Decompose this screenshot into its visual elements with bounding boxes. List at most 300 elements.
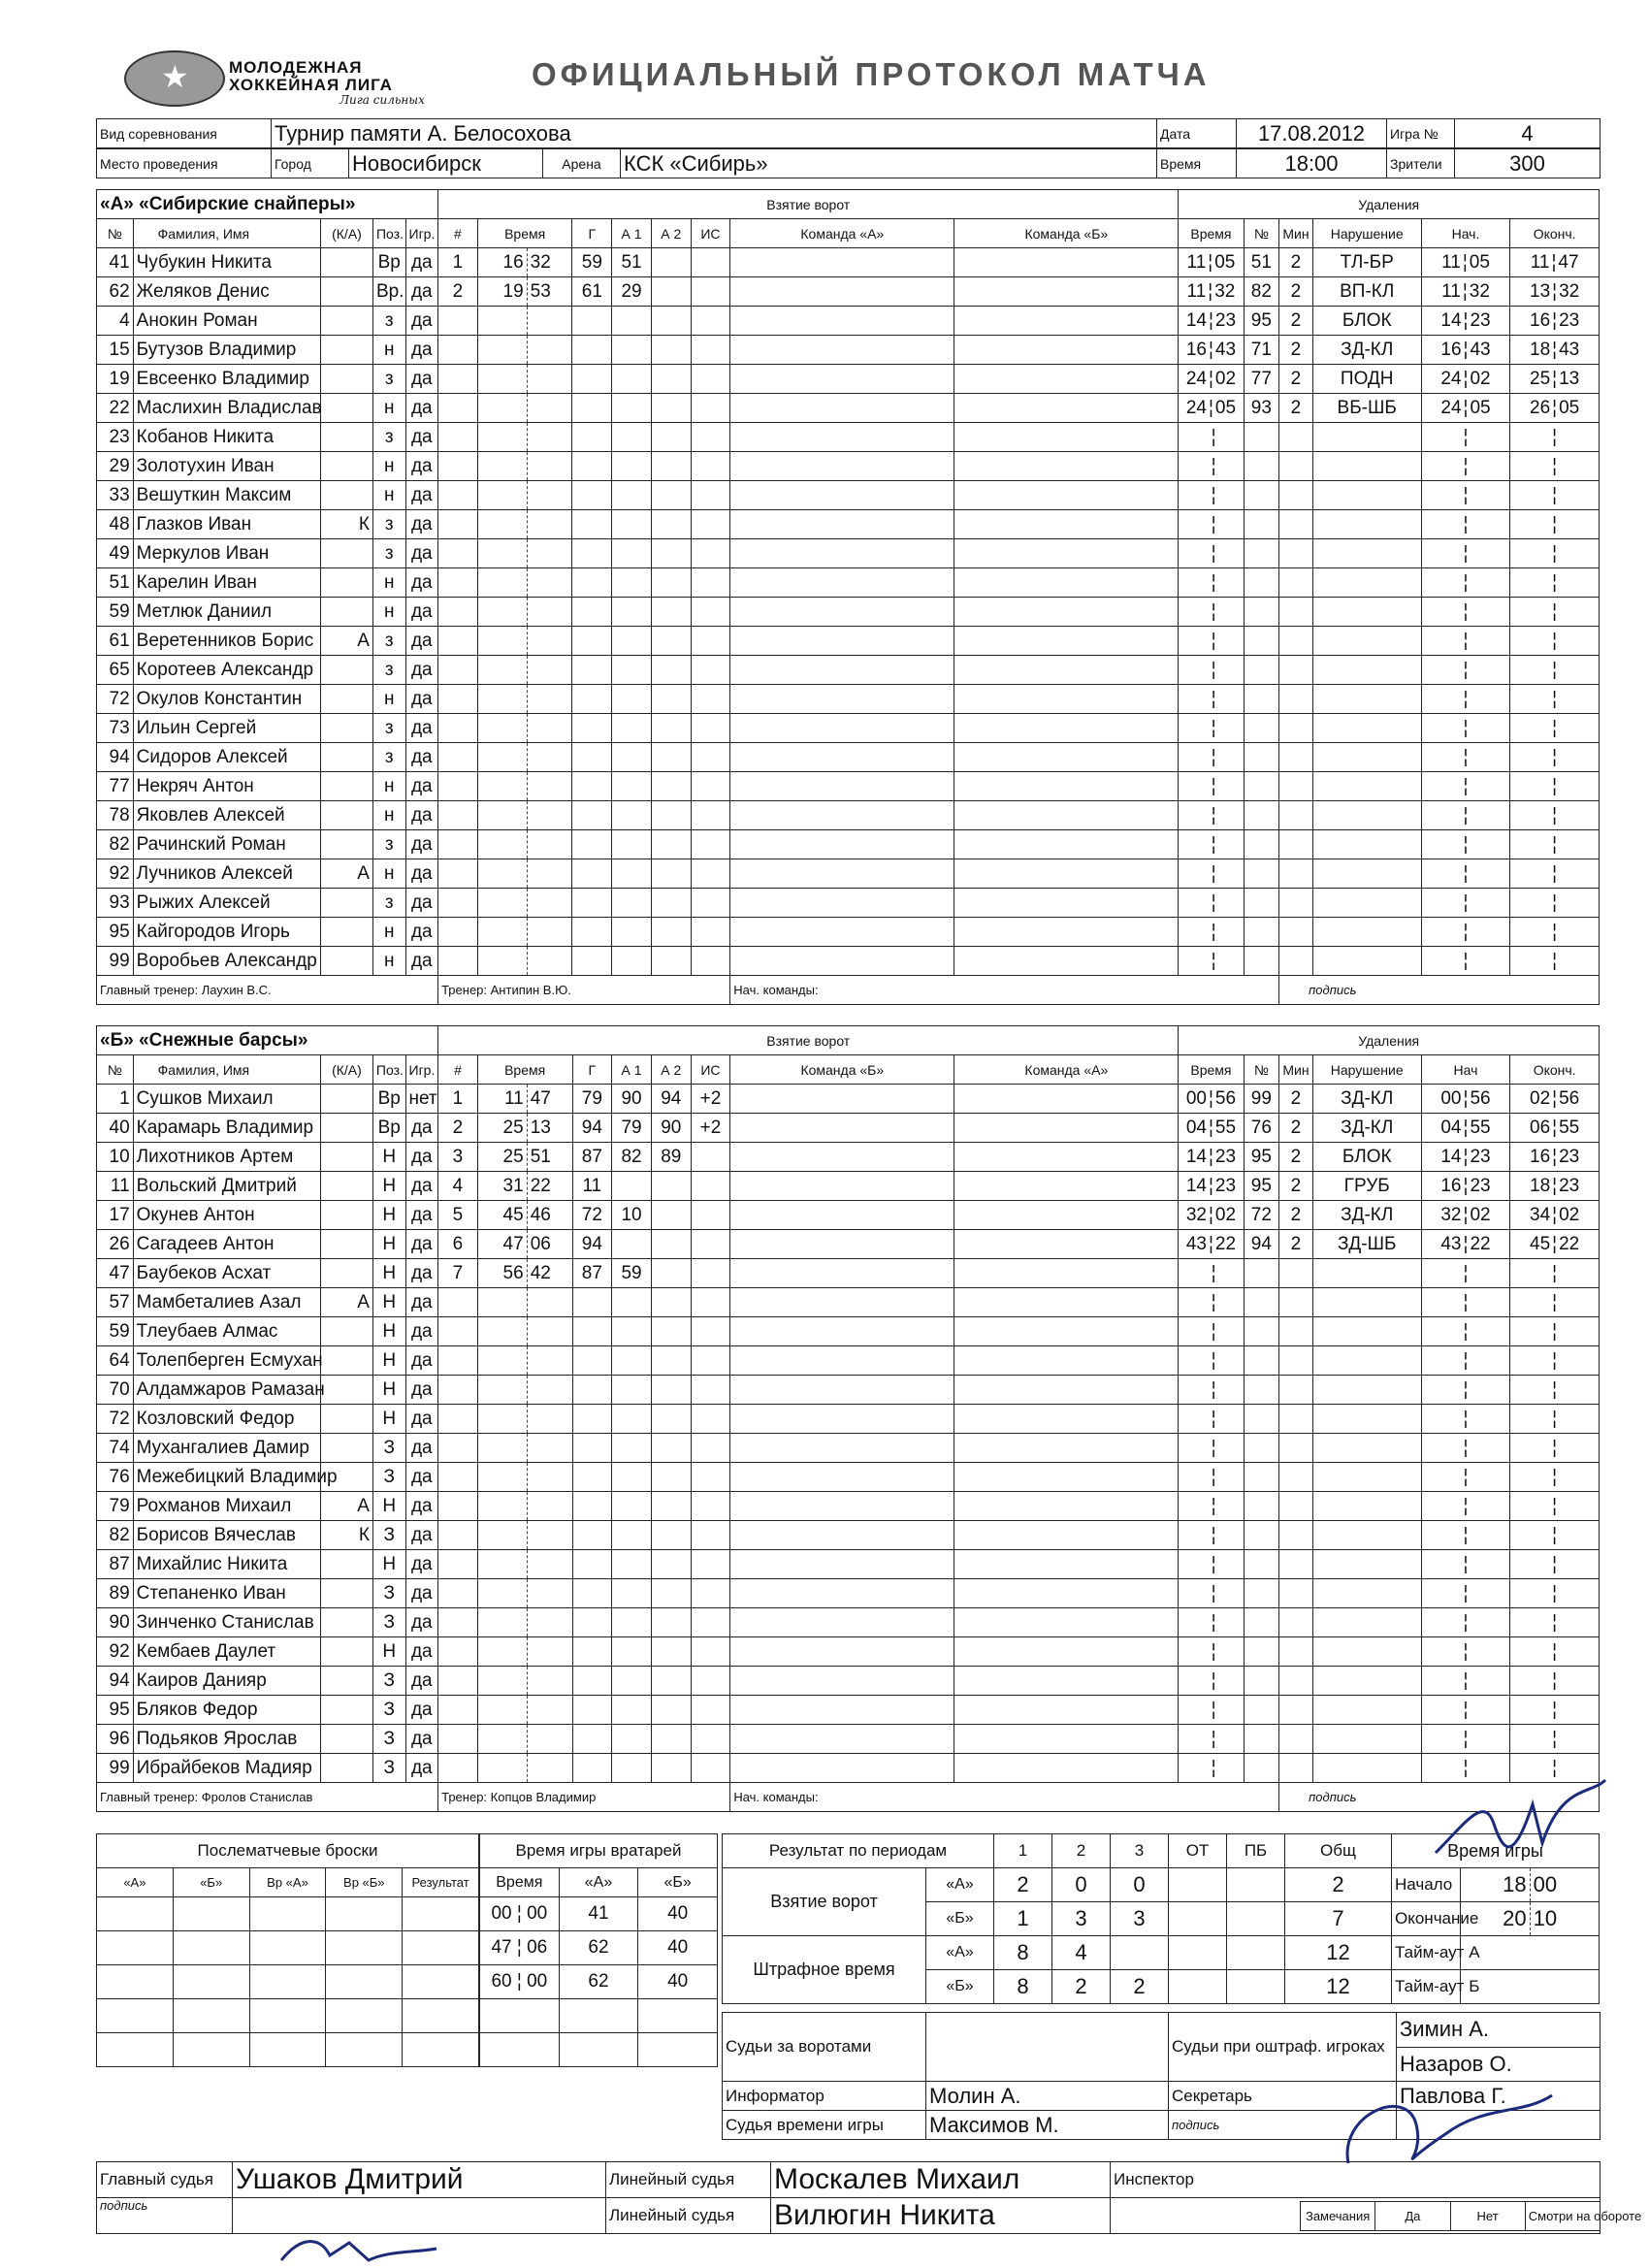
player-row <box>97 452 1600 481</box>
penalty-minute: 24 <box>1185 397 1207 418</box>
penalty-time: ¦ <box>1179 1434 1244 1463</box>
penalty-infraction <box>1312 1288 1421 1317</box>
player-number: 82 <box>97 830 134 859</box>
goal-situation <box>691 1637 730 1667</box>
player-position: Вр <box>372 248 405 277</box>
own-team-onice <box>730 568 954 598</box>
player-position: н <box>372 481 405 510</box>
penalty-player: 99 <box>1244 1085 1279 1114</box>
goal-assist-2 <box>651 423 691 452</box>
col-goal-is: ИС <box>691 1055 730 1085</box>
player-played: да <box>405 307 438 336</box>
shootout-col: «А» <box>97 1868 174 1897</box>
shootout-cell <box>249 1897 326 1931</box>
goal-second <box>527 1288 572 1317</box>
opp-team-onice <box>954 714 1179 743</box>
goalie-b: 40 <box>638 1897 718 1931</box>
goalie-cell <box>638 1999 718 2033</box>
game-time-hour: 18 <box>1461 1868 1530 1902</box>
goal-situation <box>691 889 730 918</box>
goal-assist-2 <box>651 1667 691 1696</box>
player-row <box>97 1201 1600 1230</box>
goalie-cell <box>559 2033 638 2067</box>
penalty-minutes <box>1279 772 1313 801</box>
goal-second <box>527 307 572 336</box>
goal-minute <box>477 598 527 627</box>
player-number: 48 <box>97 510 134 539</box>
head-coach-label: Главный тренер: <box>100 983 199 997</box>
goal-minute <box>477 452 527 481</box>
goal-second <box>527 1463 572 1492</box>
own-team-onice <box>730 801 954 830</box>
penalty-minute: 14 <box>1185 1175 1207 1196</box>
penalty-minutes <box>1279 1637 1313 1667</box>
penalty-box-judges-label: Судьи при оштраф. игроках <box>1169 2013 1397 2082</box>
goal-minute <box>477 1754 527 1783</box>
goal-situation <box>691 1579 730 1608</box>
goal-situation <box>691 743 730 772</box>
own-team-onice <box>730 743 954 772</box>
player-row <box>97 1550 1600 1579</box>
penalty-player <box>1244 1463 1279 1492</box>
penalty-end-minute: 26 <box>1530 397 1551 418</box>
goal-assist-2 <box>651 568 691 598</box>
penalty-infraction <box>1312 627 1421 656</box>
own-team-onice <box>730 889 954 918</box>
own-team-onice <box>730 248 954 277</box>
player-number: 11 <box>97 1172 134 1201</box>
goal-number <box>438 1725 478 1754</box>
opp-team-onice <box>954 568 1179 598</box>
goal-scorer <box>572 1667 612 1696</box>
goal-second <box>527 685 572 714</box>
own-team-onice <box>730 1288 954 1317</box>
player-number: 87 <box>97 1550 134 1579</box>
col-goal-num: # <box>438 219 478 248</box>
goal-assist-1 <box>612 1667 652 1696</box>
opp-team-onice <box>954 1085 1179 1114</box>
goal-situation <box>691 423 730 452</box>
penalty-infraction <box>1312 1667 1421 1696</box>
penalty-start-minute: 32 <box>1440 1204 1462 1225</box>
goal-situation <box>691 1667 730 1696</box>
penalty-start: ¦ <box>1421 1346 1510 1376</box>
opp-team-onice <box>954 336 1179 365</box>
secretary-label: Секретарь <box>1169 2082 1397 2111</box>
player-number: 92 <box>97 859 134 889</box>
penalty-end: 13 ¦ 32 <box>1510 277 1600 307</box>
shootout-cell <box>97 1897 174 1931</box>
penalty-minutes <box>1279 598 1313 627</box>
penalty-end: 45 ¦ 22 <box>1510 1230 1600 1259</box>
arena-value: КСК «Сибирь» <box>621 149 1157 178</box>
col-goal-a2: А 2 <box>651 1055 691 1085</box>
penalty-end: ¦ <box>1510 1579 1600 1608</box>
opp-team-onice <box>954 685 1179 714</box>
goal-scorer <box>572 598 612 627</box>
goal-assist-1 <box>612 1346 652 1376</box>
player-role <box>321 1114 373 1143</box>
opp-team-onice <box>954 859 1179 889</box>
penalty-end: ¦ <box>1510 918 1600 947</box>
shootout-cell <box>403 2033 479 2067</box>
penalty-minutes: 2 <box>1279 365 1313 394</box>
player-role: А <box>321 859 373 889</box>
penalty-end-second: 05 <box>1559 397 1580 418</box>
shootout-cell <box>249 2033 326 2067</box>
penalty-infraction <box>1312 1376 1421 1405</box>
penalty-end-minute: 18 <box>1530 339 1551 360</box>
goal-second <box>527 1550 572 1579</box>
own-team-onice <box>730 1405 954 1434</box>
shootout-col: Вр «А» <box>249 1868 326 1897</box>
goal-assist-2 <box>651 1288 691 1317</box>
penalty-player <box>1244 1346 1279 1376</box>
goalie-change-second: 06 <box>527 1937 548 1958</box>
penalty-minute: 24 <box>1185 368 1207 389</box>
opp-team-onice <box>954 1230 1179 1259</box>
penalty-infraction <box>1312 1637 1421 1667</box>
goal-number <box>438 598 478 627</box>
goal-assist-1 <box>612 510 652 539</box>
own-team-onice <box>730 539 954 568</box>
player-number: 99 <box>97 947 134 976</box>
player-played: да <box>405 1288 438 1317</box>
goal-assist-1: 59 <box>612 1259 652 1288</box>
goalie-change-minute: 47 <box>491 1937 512 1958</box>
goal-assist-1 <box>612 539 652 568</box>
goal-judges-label: Судьи за воротами <box>723 2013 926 2082</box>
penalty-start: ¦ <box>1421 598 1510 627</box>
player-row <box>97 423 1600 452</box>
goalie-time-col: «А» <box>559 1868 638 1897</box>
shootout-col: Результат <box>403 1868 479 1897</box>
shootout-cell <box>173 2033 249 2067</box>
penalty-start: ¦ <box>1421 801 1510 830</box>
player-played: да <box>405 1637 438 1667</box>
player-number: 1 <box>97 1085 134 1114</box>
goalie-cell <box>638 2033 718 2067</box>
goal-number <box>438 1288 478 1317</box>
pim-row-value: 12 <box>1285 1936 1392 1970</box>
player-name: Лихотников Артем <box>133 1143 320 1172</box>
penalty-player <box>1244 859 1279 889</box>
goal-assist-1: 29 <box>612 277 652 307</box>
player-role <box>321 248 373 277</box>
penalty-minutes <box>1279 918 1313 947</box>
penalty-second: 02 <box>1214 368 1237 389</box>
period-col: ОТ <box>1169 1834 1227 1868</box>
goal-scorer <box>572 423 612 452</box>
col-goal-num: # <box>438 1055 478 1085</box>
penalty-player <box>1244 510 1279 539</box>
goal-minute: 19 <box>477 277 527 307</box>
player-number: 65 <box>97 656 134 685</box>
goal-situation: +2 <box>691 1085 730 1114</box>
penalty-end: 06 ¦ 55 <box>1510 1114 1600 1143</box>
competition-label: Вид соревнования <box>97 119 272 148</box>
player-row <box>97 859 1600 889</box>
penalty-minute: 00 <box>1185 1087 1207 1109</box>
penalty-infraction <box>1312 859 1421 889</box>
penalty-end: 34 ¦ 02 <box>1510 1201 1600 1230</box>
player-name: Евсеенко Владимир <box>133 365 320 394</box>
opp-team-onice <box>954 277 1179 307</box>
shootout-cell <box>326 1965 403 1999</box>
team-chief-label: Нач. команды: <box>730 976 1279 1005</box>
goal-assist-2 <box>651 307 691 336</box>
penalty-infraction <box>1312 423 1421 452</box>
goal-situation <box>691 1259 730 1288</box>
opp-team-onice <box>954 918 1179 947</box>
goal-assist-1 <box>612 481 652 510</box>
penalty-infraction <box>1312 889 1421 918</box>
goal-assist-1: 82 <box>612 1143 652 1172</box>
player-number: 93 <box>97 889 134 918</box>
team-short: «Б» <box>926 1970 994 2004</box>
goal-assist-1: 79 <box>612 1114 652 1143</box>
player-name: Рыжих Алексей <box>133 889 320 918</box>
penalty-end-second: 55 <box>1559 1117 1580 1138</box>
goal-scorer <box>572 307 612 336</box>
time-label: Время <box>1157 149 1237 178</box>
player-position: з <box>372 365 405 394</box>
penalty-start: ¦ <box>1421 1725 1510 1754</box>
player-number: 95 <box>97 918 134 947</box>
goal-minute <box>477 656 527 685</box>
penalty-minutes <box>1279 656 1313 685</box>
pim-row-label: Штрафное время <box>723 1936 926 2004</box>
goal-assist-2 <box>651 1405 691 1434</box>
goal-second <box>527 452 572 481</box>
goal-number <box>438 685 478 714</box>
penalty-time: 00 ¦ 56 <box>1179 1085 1244 1114</box>
goal-assist-2 <box>651 510 691 539</box>
player-row <box>97 568 1600 598</box>
penalty-player <box>1244 714 1279 743</box>
shootout-cell <box>403 1965 479 1999</box>
own-team-onice <box>730 772 954 801</box>
player-position: н <box>372 598 405 627</box>
goal-assist-2 <box>651 685 691 714</box>
player-played: да <box>405 1492 438 1521</box>
own-team-onice <box>730 1143 954 1172</box>
penalty-minute: 14 <box>1185 1146 1207 1167</box>
col-pos: Поз. <box>372 219 405 248</box>
penalty-minutes <box>1279 1696 1313 1725</box>
goal-scorer <box>572 656 612 685</box>
player-position: З <box>372 1434 405 1463</box>
player-name: Вешуткин Максим <box>133 481 320 510</box>
player-number: 10 <box>97 1143 134 1172</box>
goal-scorer <box>572 1550 612 1579</box>
player-played: да <box>405 889 438 918</box>
penalty-infraction: ЗД-ШБ <box>1312 1230 1421 1259</box>
city-label: Город <box>272 149 349 178</box>
penalty-second: 32 <box>1214 280 1236 302</box>
goal-assist-1 <box>612 1579 652 1608</box>
goal-second <box>527 656 572 685</box>
penalty-time: ¦ <box>1179 1579 1244 1608</box>
goal-assist-2 <box>651 481 691 510</box>
col-pen-start: Нач <box>1421 1055 1510 1085</box>
league-emblem-icon <box>124 50 225 107</box>
shootout-title: Послематчевые броски <box>97 1834 479 1868</box>
penalty-player: 93 <box>1244 394 1279 423</box>
player-played: да <box>405 685 438 714</box>
player-position: з <box>372 627 405 656</box>
player-played: да <box>405 1230 438 1259</box>
goal-scorer <box>572 568 612 598</box>
player-row <box>97 1434 1600 1463</box>
goal-second <box>527 1637 572 1667</box>
penalty-end: ¦ <box>1510 539 1600 568</box>
penalty-start-minute: 11 <box>1441 251 1461 273</box>
player-played: да <box>405 1754 438 1783</box>
col-goal-g: Г <box>572 1055 612 1085</box>
goal-situation <box>691 539 730 568</box>
col-pen-time: Время <box>1179 219 1244 248</box>
col-pen-end: Оконч. <box>1510 219 1600 248</box>
goal-number: 4 <box>438 1172 478 1201</box>
player-number: 40 <box>97 1114 134 1143</box>
penalty-infraction <box>1312 598 1421 627</box>
player-position: Вр <box>372 1114 405 1143</box>
team-chief-label: Нач. команды: <box>730 1783 1279 1812</box>
goal-assist-2 <box>651 1317 691 1346</box>
penalty-start-second: 05 <box>1470 397 1491 418</box>
col-pen-time: Время <box>1179 1055 1244 1085</box>
penalty-player <box>1244 1317 1279 1346</box>
goal-minute <box>477 918 527 947</box>
opp-team-onice <box>954 889 1179 918</box>
own-team-onice <box>730 1172 954 1201</box>
penalty-time: ¦ <box>1179 1376 1244 1405</box>
col-ka: (К/А) <box>321 219 373 248</box>
goal-situation <box>691 1434 730 1463</box>
goal-second <box>527 859 572 889</box>
penalty-infraction <box>1312 1317 1421 1346</box>
goals-row-value: 7 <box>1285 1902 1392 1936</box>
player-name: Окунев Антон <box>133 1201 320 1230</box>
goal-scorer: 59 <box>572 248 612 277</box>
player-position: Н <box>372 1550 405 1579</box>
penalty-infraction <box>1312 685 1421 714</box>
player-name: Каиров Данияр <box>133 1667 320 1696</box>
player-row <box>97 1521 1600 1550</box>
penalty-player <box>1244 830 1279 859</box>
penalty-player <box>1244 1492 1279 1521</box>
penalty-start-minute: 14 <box>1440 309 1462 331</box>
penalty-time: ¦ <box>1179 1550 1244 1579</box>
player-played: да <box>405 365 438 394</box>
penalty-end: ¦ <box>1510 656 1600 685</box>
goal-second: 22 <box>527 1172 572 1201</box>
penalty-time: ¦ <box>1179 510 1244 539</box>
penalty-start: ¦ <box>1421 1550 1510 1579</box>
own-team-onice <box>730 1114 954 1143</box>
player-row <box>97 1346 1600 1376</box>
player-role <box>321 1172 373 1201</box>
goal-assist-2 <box>651 1376 691 1405</box>
own-team-onice <box>730 307 954 336</box>
penalty-time: ¦ <box>1179 1667 1244 1696</box>
goal-assist-1 <box>612 1754 652 1783</box>
player-name: Золотухин Иван <box>133 452 320 481</box>
player-role <box>321 1259 373 1288</box>
period-col: Общ <box>1285 1834 1392 1868</box>
coach-label: Тренер: <box>441 983 488 997</box>
player-position: з <box>372 889 405 918</box>
penalty-end-second: 22 <box>1559 1233 1580 1254</box>
penalty-start: 32 ¦ 02 <box>1421 1201 1510 1230</box>
player-played: да <box>405 1376 438 1405</box>
penalty-infraction: ЗД-КЛ <box>1312 1114 1421 1143</box>
player-name: Воробьев Александр <box>133 947 320 976</box>
pim-row-value <box>1111 1936 1169 1970</box>
player-number: 59 <box>97 1317 134 1346</box>
col-name: Фамилия, Имя <box>133 1055 320 1085</box>
penalty-start: ¦ <box>1421 656 1510 685</box>
goal-assist-1 <box>612 1637 652 1667</box>
goal-assist-1 <box>612 568 652 598</box>
goal-assist-2 <box>651 452 691 481</box>
goal-minute: 47 <box>477 1230 527 1259</box>
penalty-time: 43 ¦ 22 <box>1179 1230 1244 1259</box>
goal-minute <box>477 1637 527 1667</box>
goal-minute <box>477 772 527 801</box>
goal-scorer <box>572 772 612 801</box>
penalty-player <box>1244 598 1279 627</box>
goal-assist-1 <box>612 1725 652 1754</box>
player-name: Кайгородов Игорь <box>133 918 320 947</box>
goal-assist-2 <box>651 277 691 307</box>
goal-assist-2: 94 <box>651 1085 691 1114</box>
player-number: 82 <box>97 1521 134 1550</box>
referee-signature-mark <box>272 2231 446 2268</box>
own-team-onice <box>730 277 954 307</box>
player-name: Яковлев Алексей <box>133 801 320 830</box>
goal-assist-2 <box>651 656 691 685</box>
player-number: 90 <box>97 1608 134 1637</box>
penalty-player: 95 <box>1244 307 1279 336</box>
goalie-a: 62 <box>559 1965 638 1999</box>
goal-assist-2 <box>651 248 691 277</box>
goal-assist-2 <box>651 801 691 830</box>
goal-scorer: 94 <box>572 1230 612 1259</box>
player-played: да <box>405 452 438 481</box>
goal-assist-1: 10 <box>612 1201 652 1230</box>
penalty-end-minute: 45 <box>1530 1233 1551 1254</box>
signature-label: подпись <box>1279 976 1600 1005</box>
penalty-infraction: ПОДН <box>1312 365 1421 394</box>
col-no: № <box>97 1055 134 1085</box>
penalty-player <box>1244 1667 1279 1696</box>
player-played: да <box>405 801 438 830</box>
date-value: 17.08.2012 <box>1237 119 1387 148</box>
penalty-infraction <box>1312 568 1421 598</box>
opp-team-onice <box>954 1405 1179 1434</box>
goal-number <box>438 336 478 365</box>
goal-minute <box>477 685 527 714</box>
goal-scorer <box>572 1346 612 1376</box>
penalty-second: 23 <box>1214 1175 1237 1196</box>
penalty-second: 23 <box>1214 1146 1237 1167</box>
penalty-end-second: 23 <box>1559 309 1580 331</box>
game-time-label: Начало <box>1392 1868 1461 1902</box>
goal-minute <box>477 1492 527 1521</box>
penalty-minutes <box>1279 714 1313 743</box>
